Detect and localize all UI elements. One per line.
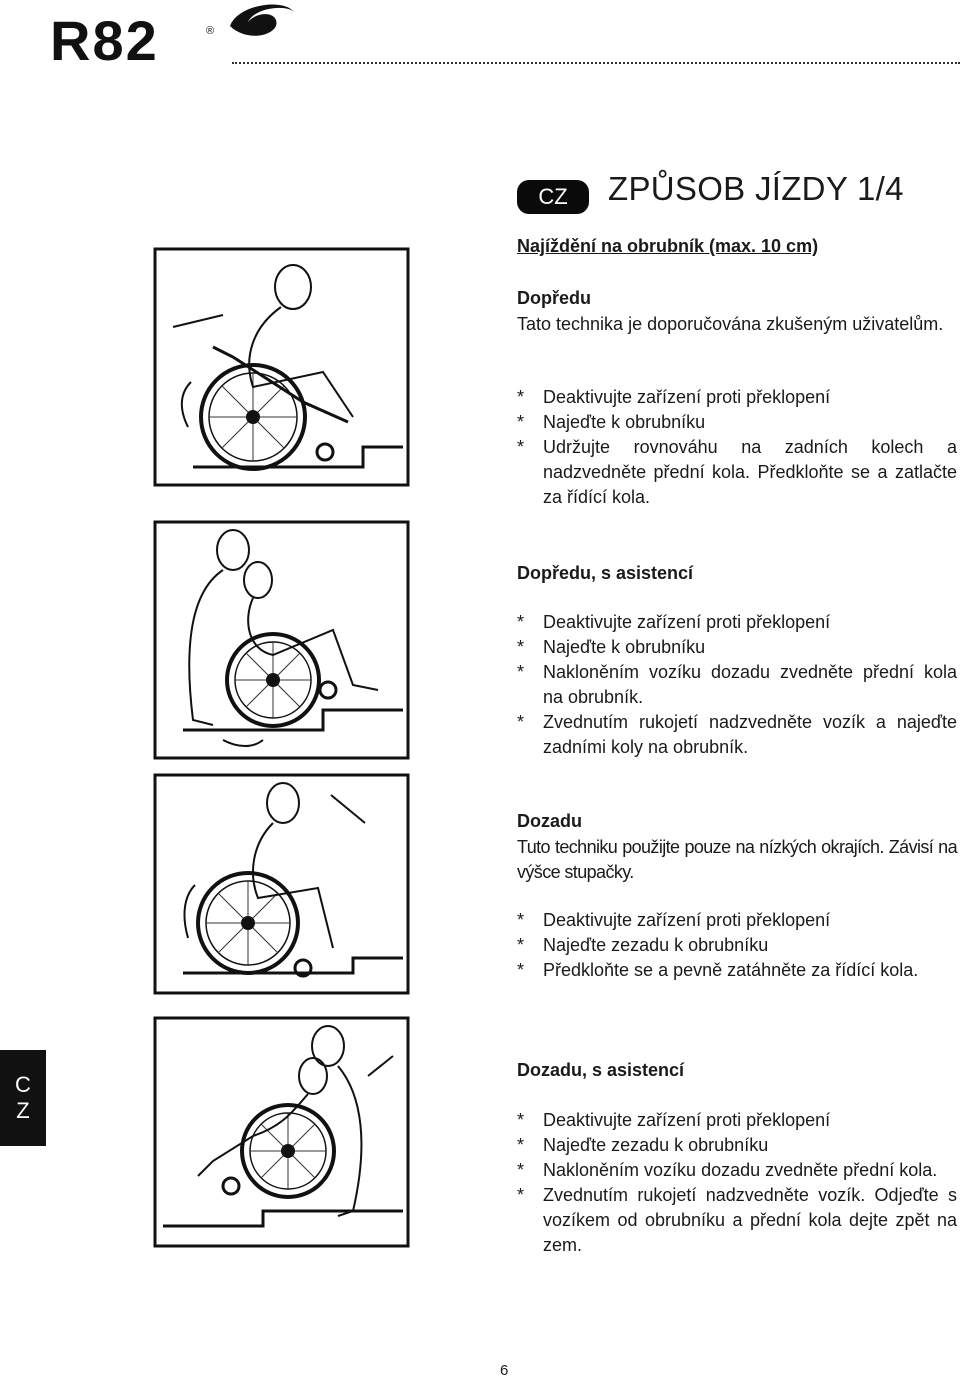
logo-text: R82 <box>50 9 159 70</box>
logo-swoosh-icon <box>230 4 294 35</box>
page-title: ZPŮSOB JÍZDY 1/4 <box>608 170 904 207</box>
side-tab-line1: C <box>15 1072 31 1097</box>
list-item: * Deaktivujte zařízení proti překlopení <box>517 908 957 933</box>
page-number: 6 <box>500 1362 509 1379</box>
list-item: * Deaktivujte zařízení proti překlopení <box>517 1108 957 1133</box>
intro-backward: Tuto techniku použijte pouze na nízkých okrajích. Závisí na výšce stupačky. <box>517 837 957 882</box>
list-item: * Předkloňte se a pevně zatáhněte za řídící kola. <box>517 958 957 983</box>
list-item: * Deaktivujte zařízení proti překlopení <box>517 385 957 410</box>
registered-mark: ® <box>206 25 215 37</box>
section-heading: Najíždění na obrubník (max. 10 cm) <box>517 236 819 256</box>
list-item: * Udržujte rovnováhu na zadních kolech a nadzvedněte přední kola. Předkloňte se a zatlačte za řídící kola. <box>517 435 957 510</box>
illustration-backward <box>153 773 410 995</box>
list-item: * Deaktivujte zařízení proti překlopení <box>517 610 957 635</box>
language-badge: CZ <box>517 180 589 214</box>
list-item: * Zvednutím rukojetí nadzvedněte vozík a najeďte zadními koly na obrubník. <box>517 710 957 760</box>
heading-forward: Dopředu <box>517 288 591 308</box>
r82-logo <box>48 0 308 70</box>
steps-backward-assisted <box>517 1108 957 1258</box>
list-item: * Nakloněním vozíku dozadu zvedněte přední kola na obrubník. <box>517 660 957 710</box>
heading-backward-assisted: Dozadu, s asistencí <box>517 1060 685 1080</box>
list-item: * Najeďte zezadu k obrubníku <box>517 1133 957 1158</box>
list-item: * Najeďte k obrubníku <box>517 410 957 435</box>
steps-forward-assisted <box>517 610 957 760</box>
intro-forward: Tato technika je doporučována zkušeným uživatelům. <box>517 314 944 334</box>
illustration-forward <box>153 247 410 487</box>
side-tab-line2: Z <box>16 1098 30 1123</box>
heading-backward: Dozadu <box>517 811 582 831</box>
heading-forward-assisted: Dopředu, s asistencí <box>517 563 694 583</box>
steps-backward <box>517 908 957 983</box>
language-side-tab <box>0 1050 46 1146</box>
list-item: * Nakloněním vozíku dozadu zvedněte přední kola. <box>517 1158 957 1183</box>
list-item: * Najeďte k obrubníku <box>517 635 957 660</box>
illustration-forward-assisted <box>153 520 410 760</box>
header-dotted-rule <box>232 62 960 64</box>
illustration-backward-assisted <box>153 1016 410 1248</box>
steps-forward <box>517 385 957 510</box>
list-item: * Najeďte zezadu k obrubníku <box>517 933 957 958</box>
list-item: * Zvednutím rukojetí nadzvedněte vozík. Odjeďte s vozíkem od obrubníku a přední kola dejte zpět na zem. <box>517 1183 957 1258</box>
